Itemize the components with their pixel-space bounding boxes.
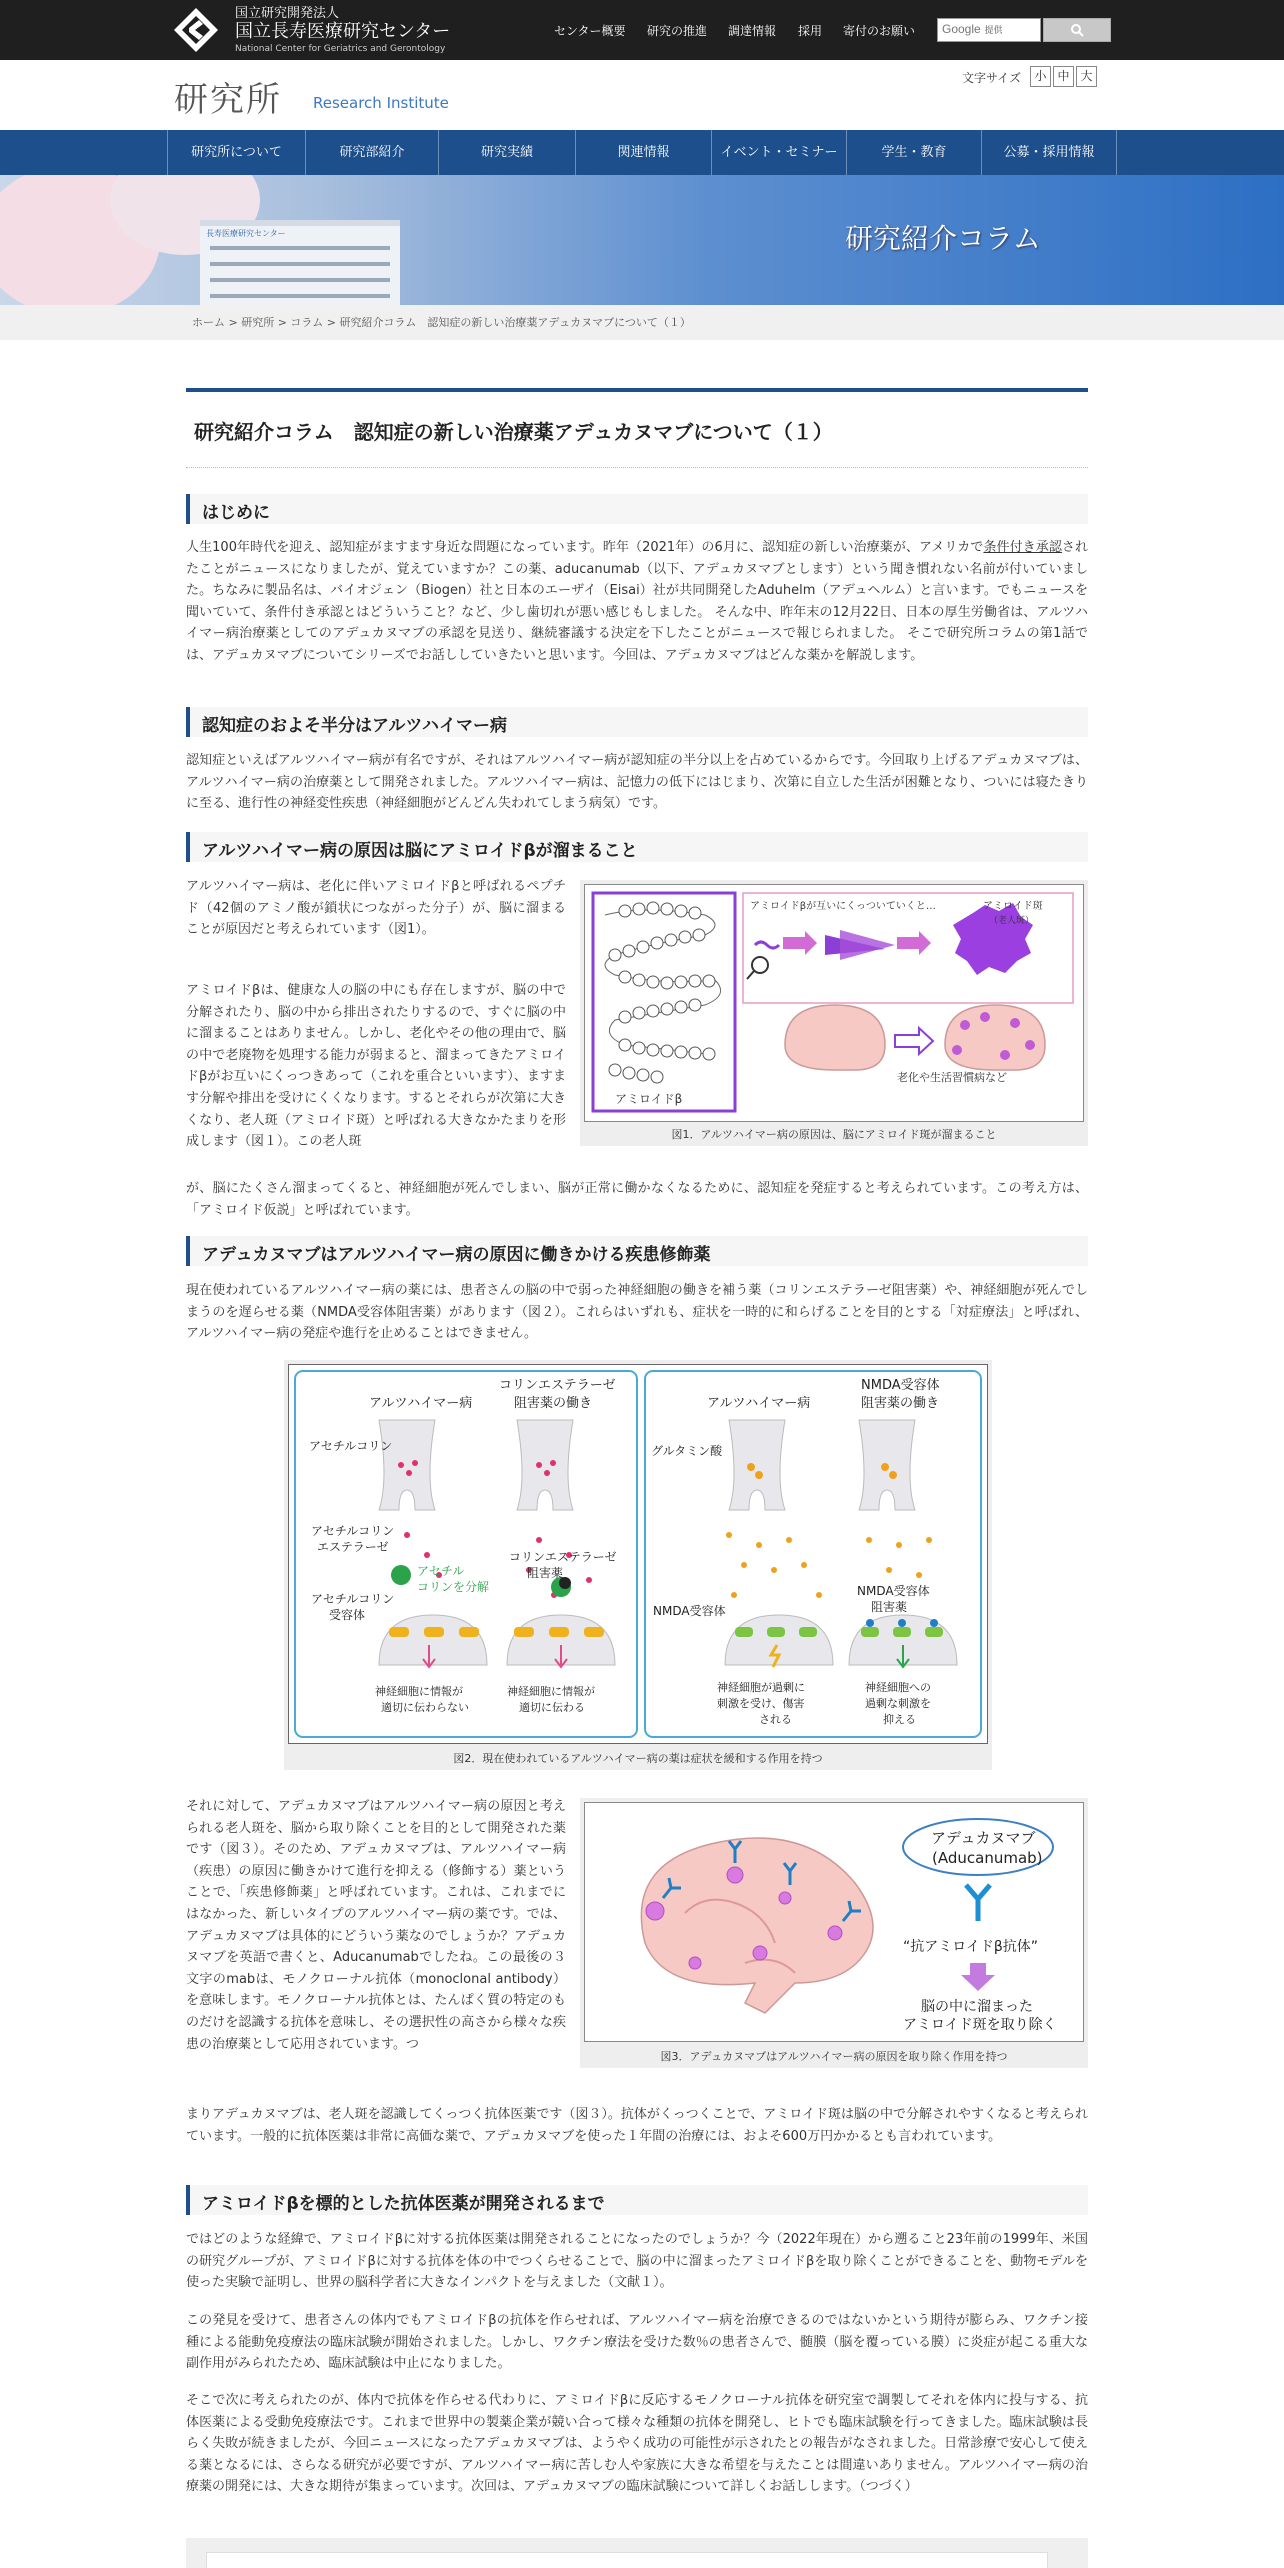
figure-1-caption: 図1．アルツハイマー病の原因は、脳にアミロイド斑が溜まること bbox=[671, 1128, 997, 1141]
fig2-left-title-2a: コリンエステラーゼ bbox=[499, 1378, 616, 1393]
gnav-related[interactable]: 関連情報 bbox=[575, 130, 711, 175]
fig2-left-title-1: アルツハイマー病 bbox=[369, 1396, 473, 1411]
gnav-education[interactable]: 学生・教育 bbox=[846, 130, 981, 175]
footer-inner bbox=[206, 2552, 1048, 2568]
fig2-r3a: 神経細胞が過剰に bbox=[717, 1681, 805, 1694]
label-aging: 老化や生活習慣病など bbox=[897, 1071, 1007, 1084]
amyloid-diagram bbox=[585, 885, 1083, 1121]
fig2-receptor-2: 受容体 bbox=[329, 1608, 366, 1622]
hero-title: 研究紹介コラム bbox=[845, 222, 1041, 255]
font-size-large-button[interactable]: 大 bbox=[1076, 66, 1097, 87]
fig2-breaks-1: アセチル bbox=[417, 1564, 465, 1578]
fig3-result-2: アミロイド斑を取り除く bbox=[903, 2017, 1057, 2033]
fig2-r4c: 抑える bbox=[883, 1713, 916, 1726]
fig2-r3c: される bbox=[759, 1713, 792, 1726]
figure-1 bbox=[580, 880, 1088, 1146]
fig2-r1a: 神経細胞に情報が bbox=[375, 1685, 463, 1698]
topnav-overview[interactable]: センター概要 bbox=[554, 24, 626, 38]
font-size-label: 文字サイズ bbox=[962, 71, 1022, 85]
section-heading-antibody-development bbox=[186, 2185, 1088, 2215]
fig3-drug-en: (Aducanumab) bbox=[932, 1849, 1043, 1867]
figure-1-image bbox=[584, 884, 1084, 1122]
org-name[interactable] bbox=[235, 6, 450, 55]
heading-text: アミロイドβを標的とした抗体医薬が開発されるまで bbox=[202, 2194, 605, 2214]
ncgg-logo[interactable] bbox=[172, 6, 220, 54]
fig2-glutamate: グルタミン酸 bbox=[651, 1444, 723, 1458]
fig2-left-title-2b: 阻害薬の働き bbox=[514, 1396, 593, 1411]
section-heading-disease-modifying bbox=[186, 1236, 1088, 1266]
site-subtitle: Research Institute bbox=[313, 94, 449, 112]
gnav-achievements[interactable]: 研究実績 bbox=[438, 130, 575, 175]
text: されたことがニュースになりましたが、覚えていますか？この薬、aducanumab（以下、アデュカヌマブとします）という聞き慣れない名前が付いていました。ちなみに製品名は、バイオジェン（Biogen）社と日本のエーザイ（Eisai）社が共同開発したAduhelm（アデュヘルム）と言います。でもニュースを聞いていて、条件付き承認とはどういうこと？など、少し歯切れが悪い感じもしました。 そんな中、昨年末の12月22日、日本の厚生労働省は、アルツハイマー病治療薬としてのアデュカヌマブの承認を見送り、継続審議する決定を下したことがニュースで報じられました。 そこで研究所コラムの第1話では、アデュカヌマブについてシリーズでお話ししていきたいと思います。今回は、アデュカヌマブはどんな薬かを解説します。 bbox=[186, 540, 1088, 663]
paragraph: この発見を受けて、患者さんの体内でもアミロイドβの抗体を作らせれば、アルツハイマー病を治療できるのではないかという期待が膨らみ、ワクチン接種による能動免疫療法の臨床試験が開始されました。しかし、ワクチン療法を受けた数％の患者さんで、髄膜（脳を覆っている膜）に炎症が起こる重大な副作用がみられたため、臨床試験は中止になりました。 bbox=[186, 2313, 1088, 2372]
breadcrumb-text[interactable]: ホーム > 研究所 > コラム > 研究紹介コラム 認知症の新しい治療薬アデュカヌマブについて（１） bbox=[192, 316, 691, 329]
font-size-medium-button[interactable]: 中 bbox=[1053, 66, 1074, 87]
breadcrumb bbox=[0, 305, 1284, 340]
heading-text: 認知症のおよそ半分はアルツハイマー病 bbox=[202, 716, 507, 736]
fig2-r1b: 適切に伝わらない bbox=[381, 1701, 469, 1714]
fig2-esterase-2: エステラーゼ bbox=[317, 1540, 389, 1554]
label-senile-plaque: （老人斑） bbox=[989, 916, 1035, 926]
fig2-right-title-2a: NMDA受容体 bbox=[861, 1378, 940, 1393]
intro-paragraph bbox=[186, 537, 1088, 667]
site-title[interactable]: 研究所 bbox=[174, 80, 282, 120]
fig3-drug-name: アデュカヌマブ bbox=[931, 1829, 1036, 1847]
top-header-bar bbox=[0, 0, 1284, 60]
label-stick-together: アミロイドβが互いにくっついていくと… bbox=[750, 901, 936, 912]
page-title-block bbox=[186, 388, 1088, 468]
org-line1: 国立研究開発法人 bbox=[235, 6, 340, 21]
heading-text: アデュカヌマブはアルツハイマー病の原因に働きかける疾患修飾薬 bbox=[202, 1245, 711, 1265]
heading-text: はじめに bbox=[202, 503, 270, 523]
fig2-r4a: 神経細胞への bbox=[865, 1681, 931, 1694]
paragraph: が、脳にたくさん溜まってくると、神経細胞が死んでしまい、脳が正常に働かなくなるために、認知症を発症すると考えられています。この考え方は、「アミロイド仮説」と呼ばれています。 bbox=[186, 1181, 1088, 1218]
magnifier-icon bbox=[1070, 23, 1084, 37]
section-heading-intro bbox=[186, 494, 1088, 524]
figure-3-image bbox=[584, 1802, 1084, 2042]
search-input[interactable] bbox=[937, 18, 1041, 42]
footer-box bbox=[186, 2538, 1088, 2568]
label-amyloid: アミロイドβ bbox=[615, 1092, 683, 1106]
figure-2-image bbox=[288, 1364, 988, 1744]
fig2-breaks-2: コリンを分解 bbox=[417, 1580, 490, 1594]
section-heading-cause bbox=[186, 832, 1088, 862]
org-line2: 国立長寿医療研究センター bbox=[235, 21, 451, 42]
topnav-recruit[interactable]: 採用 bbox=[798, 24, 823, 38]
paragraph: アルツハイマー病は、老化に伴いアミロイドβと呼ばれるペプチド（42個のアミノ酸が鎖状につながった分子）が、脳に溜まることが原因だと考えられています（図1）。 bbox=[186, 879, 566, 938]
conditional-approval-link[interactable]: 条件付き承認 bbox=[983, 540, 1062, 555]
font-size-small-button[interactable]: 小 bbox=[1030, 66, 1051, 87]
gnav-events[interactable]: イベント・セミナー bbox=[711, 130, 846, 175]
search-button[interactable] bbox=[1043, 18, 1111, 42]
gnav-about[interactable]: 研究所について bbox=[167, 130, 305, 175]
global-nav bbox=[0, 130, 1284, 175]
fig2-r3b: 刺激を受け、傷害 bbox=[717, 1697, 805, 1710]
fig3-antibody: “抗アミロイドβ抗体” bbox=[903, 1939, 1039, 1955]
fig2-nmda-inh-1: NMDA受容体 bbox=[857, 1584, 930, 1598]
fig2-ach: アセチルコリン bbox=[309, 1439, 393, 1453]
fig2-nmda-inh-2: 阻害薬 bbox=[871, 1600, 908, 1614]
label-plaque: アミロイド斑 bbox=[983, 901, 1043, 912]
figure-2 bbox=[284, 1360, 992, 1770]
fig2-nmda: NMDA受容体 bbox=[653, 1604, 726, 1618]
fig2-receptor-1: アセチルコリン bbox=[311, 1592, 395, 1606]
gnav-departments[interactable]: 研究部紹介 bbox=[305, 130, 438, 175]
text: 人生100年時代を迎え、認知症がますます身近な問題になっています。昨年（2021年）の6月に、認知症の新しい治療薬が、アメリカで bbox=[186, 540, 984, 555]
search-brand-hint: 提供 bbox=[984, 26, 1003, 36]
org-line3: National Center for Geriatrics and Gerontology bbox=[235, 44, 446, 54]
paragraph: それに対して、アデュカヌマブはアルツハイマー病の原因と考えられる老人斑を、脳から取り除くことを目的として開発された薬です（図３）。そのため、アデュカヌマブは、アルツハイマー病（疾患）の原因に働きかけて進行を抑える（修飾する）薬ということで、「疾患修飾薬」と呼ばれています。これは、これまでにはなかった、新しいタイプのアルツハイマー病の薬です。では、アデュカヌマブは具体的にどういう薬なのでしょうか？アデュカヌマブを英語で書くと、Aducanumabでしたね。この最後の３文字のmabは、モノクローナル抗体（monoclonal antibody）を意味します。モノクローナル抗体とは、たんぱく質の特定のものだけを認識する抗体を意味し、その選択性の高さから様々な疾患の治療薬として応用されています。つ bbox=[186, 1799, 566, 2052]
heading-text: アルツハイマー病の原因は脳にアミロイドβが溜まること bbox=[202, 841, 638, 861]
topnav-research[interactable]: 研究の推進 bbox=[647, 24, 708, 38]
fig2-r2a: 神経細胞に情報が bbox=[507, 1685, 595, 1698]
topnav-donation[interactable]: 寄付のお願い bbox=[843, 24, 916, 38]
figure-3-caption: 図3．アデュカヌマブはアルツハイマー病の原因を取り除く作用を持つ bbox=[660, 2050, 1008, 2063]
figure-2-caption: 図2．現在使われているアルツハイマー病の薬は症状を緩和する作用を持つ bbox=[453, 1752, 823, 1765]
page-title: 研究紹介コラム 認知症の新しい治療薬アデュカヌマブについて（１） bbox=[194, 420, 833, 444]
fig2-esterase-1: アセチルコリン bbox=[311, 1524, 395, 1538]
paragraph: 現在使われているアルツハイマー病の薬には、患者さんの脳の中で弱った神経細胞の働きを補う薬（コリンエステラーゼ阻害薬）や、神経細胞が死んでしまうのを遅らせる薬（NMDA受容体阻害薬）があります（図２）。これらはいずれも、症状を一時的に和らげることを目的とする「対症療法」と呼ばれ、アルツハイマー病の発症や進行を止めることはできません。 bbox=[186, 1283, 1088, 1342]
fig2-right-title-2b: 阻害薬の働き bbox=[861, 1396, 940, 1411]
building-sign: 長寿医療研究センター bbox=[206, 229, 286, 238]
fig3-result-1: 脳の中に溜まった bbox=[921, 1999, 1033, 2015]
paragraph: そこで次に考えられたのが、体内で抗体を作らせる代わりに、アミロイドβに反応するモノクローナル抗体を研究室で調製してそれを体内に投与する、抗体医薬による受動免疫療法です。これまで世界中の製薬企業が競い合って様々な種類の抗体を開発し、ヒトでも臨床試験を行ってきました。臨床試験は長らく失敗が続きましたが、今回ニュースになったアデュカヌマブは、ようやく成功の可能性が示されたとの報告がなされました。日常診療で安心して使える薬となるには、さらなる研究が必要ですが、アルツハイマー病に苦しむ人や家族に大きな希望を与えたことは間違いありません。アルツハイマー病の治療薬の開発には、大きな期待が集まっています。次回は、アデュカヌマブの臨床試験について詳しくお話しします。（つづく） bbox=[186, 2393, 1088, 2495]
paragraph: アミロイドβは、健康な人の脳の中にも存在しますが、脳の中で分解されたり、脳の中から排出されたりするので、すぐに脳の中に溜まることはありません。しかし、老化やその他の理由で、脳の中で老廃物を処理する能力が弱まると、溜まってきたアミロイドβがお互いにくっつきあって（これを重合といいます）、ますます分解や排出を受けにくくなります。するとそれらが次第に大きくなり、老人斑（アミロイド斑）と呼ばれる大きなかたまりを形成します（図１）。この老人斑 bbox=[186, 983, 566, 1150]
drug-mechanism-diagram bbox=[289, 1365, 987, 1743]
hero-banner bbox=[0, 175, 1284, 305]
gnav-recruitment[interactable]: 公募・採用情報 bbox=[981, 130, 1117, 175]
paragraph: ではどのような経緯で、アミロイドβに対する抗体医薬は開発されることになったのでしょうか？今（2022年現在）から遡ること23年前の1999年、米国の研究グループが、アミロイドβに対する抗体を体の中でつくらせることで、脳の中に溜まったアミロイドβを取り除くことができることを、動物モデルを使った実験で証明し、世界の脳科学者に大きなインパクトを与えました（文献１）。 bbox=[186, 2232, 1088, 2291]
fig2-inhibitor-2: 阻害薬 bbox=[527, 1566, 564, 1580]
aducanumab-diagram bbox=[585, 1803, 1083, 2041]
paragraph: まりアデュカヌマブは、老人斑を認識してくっつく抗体医薬です（図３）。抗体がくっつくことで、アミロイド斑は脳の中で分解されやすくなると考えられています。一般的に抗体医薬は非常に高価な薬で、アデュカヌマブを使った１年間の治療には、およそ600万円かかるとも言われています。 bbox=[186, 2107, 1088, 2144]
fig2-right-title-1: アルツハイマー病 bbox=[707, 1396, 811, 1411]
fig2-inhibitor-1: コリンエステラーゼ bbox=[509, 1550, 617, 1564]
topnav-procurement[interactable]: 調達情報 bbox=[728, 24, 777, 38]
section-heading-alzheimers-half bbox=[186, 707, 1088, 737]
paragraph: 認知症といえばアルツハイマー病が有名ですが、それはアルツハイマー病が認知症の半分以上を占めているからです。今回取り上げるアデュカヌマブは、アルツハイマー病の治療薬として開発されました。アルツハイマー病は、記憶力の低下にはじまり、次第に自立した生活が困難となり、ついには寝たきりに至る、進行性の神経変性疾患（神経細胞がどんどん失われてしまう病気）です。 bbox=[186, 753, 1088, 812]
fig2-r4b: 過剰な刺激を bbox=[865, 1697, 931, 1710]
search-brand: Google bbox=[942, 22, 981, 36]
figure-3 bbox=[580, 1798, 1088, 2068]
fig2-r2b: 適切に伝わる bbox=[519, 1701, 585, 1714]
building-image bbox=[200, 220, 400, 305]
